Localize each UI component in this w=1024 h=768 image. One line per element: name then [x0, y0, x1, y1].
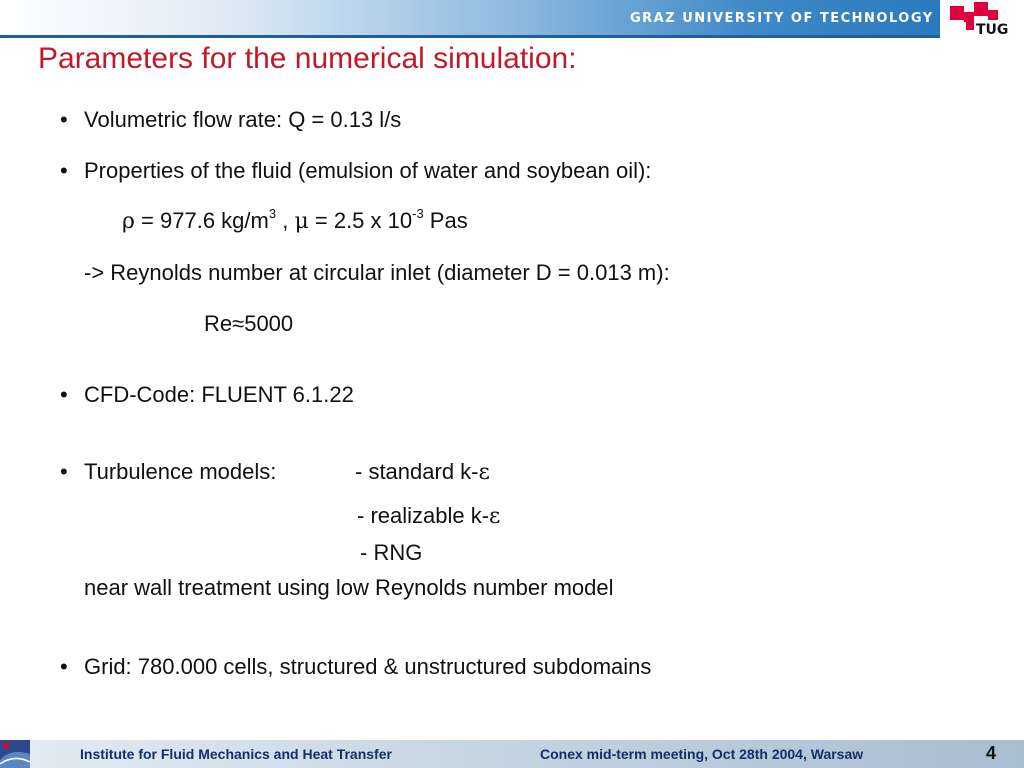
mu-value: 2.5 x 10	[333, 208, 413, 233]
bullet-icon: •	[60, 459, 68, 484]
rho-exponent: 3	[268, 206, 277, 221]
slide-title: Parameters for the numerical simulation:	[38, 42, 577, 75]
logo-square-icon	[974, 2, 988, 16]
logo-square-icon	[950, 6, 964, 20]
mu-equals: =	[308, 208, 334, 233]
rho-equals: =	[134, 208, 161, 233]
page-number: 4	[986, 743, 997, 763]
mu-symbol: μ	[294, 209, 309, 234]
logo-square-icon	[966, 22, 974, 30]
cfd-code-text: CFD-Code: FLUENT 6.1.22	[84, 382, 354, 407]
model-realizable-label: - realizable k-	[357, 503, 490, 528]
logo-square-icon	[964, 12, 974, 22]
grid-text: Grid: 780.000 cells, structured & unstructured subdomains	[84, 654, 652, 679]
university-name: GRAZ UNIVERSITY OF TECHNOLOGY	[630, 11, 934, 26]
logo-text: TUG	[976, 22, 1009, 38]
model-standard-label: - standard k-	[355, 459, 479, 484]
epsilon-symbol: ε	[489, 504, 501, 529]
turbulence-model-realizable	[357, 503, 500, 529]
reynolds-text: -> Reynolds number at circular inlet (diameter D = 0.013 m):	[84, 260, 670, 285]
turbulence-model-standard	[355, 459, 490, 485]
turbulence-label: Turbulence models:	[84, 459, 277, 484]
footer-institute: Institute for Fluid Mechanics and Heat Transfer	[80, 746, 392, 762]
reynolds-value-line	[204, 311, 293, 337]
epsilon-symbol: ε	[478, 460, 490, 485]
re-value: 5000	[244, 311, 294, 336]
bullet-icon: •	[60, 158, 68, 183]
rho-value: 977.6 kg/m	[160, 208, 269, 233]
bullet-icon: •	[60, 382, 68, 407]
fluid-properties-text: Properties of the fluid (emulsion of water and soybean oil):	[84, 158, 652, 183]
header-band	[0, 0, 940, 38]
mu-unit: Pas	[423, 208, 468, 233]
near-wall-text: near wall treatment using low Reynolds number model	[84, 575, 614, 600]
mu-exponent: -3	[412, 206, 424, 221]
logo-square-icon	[988, 10, 998, 20]
fluid-values-line	[122, 208, 468, 234]
re-label: Re	[204, 311, 233, 336]
turbulence-model-rng: - RNG	[360, 540, 423, 565]
approx-symbol: ≈	[232, 311, 245, 336]
bullet-icon: •	[60, 107, 68, 132]
rho-symbol: ρ	[122, 209, 135, 234]
footer-meeting: Conex mid-term meeting, Oct 28th 2004, Warsaw	[540, 746, 864, 762]
value-separator: ,	[276, 208, 295, 233]
flow-rate-text: Volumetric flow rate: Q = 0.13 l/s	[84, 107, 402, 132]
footer-logo-icon	[0, 740, 30, 768]
tug-logo	[944, 0, 1024, 42]
bullet-icon: •	[60, 654, 68, 679]
